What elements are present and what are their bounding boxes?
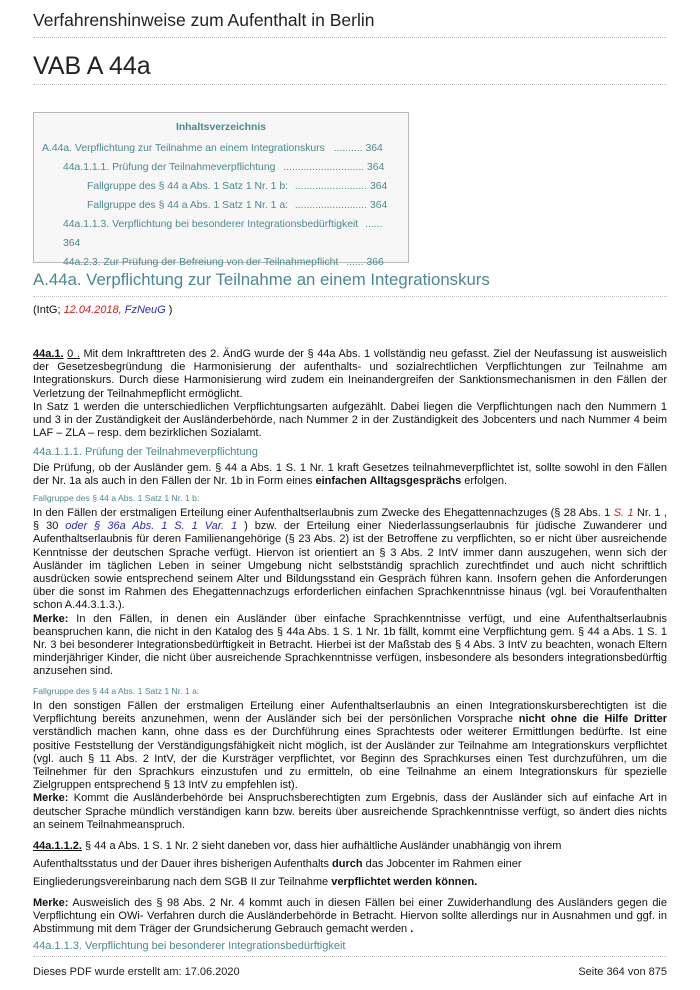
divider [33,37,667,38]
paragraph-fallgruppe-1b: In den Fällen der erstmaligen Erteilung einer Aufenthaltserlaubnis zum Zwecke des Ehegattennachzuges (§ 28 Abs. 1 S. 1 Nr. 1 , § 30 oder § 36a Abs. 1 S. 1 Var. 1 ) bzw. der Erteilung einer Niederlassungserlaubnis für jüdische Zuwanderer und Aufenthaltserlaubnis für deren Familienangehörige (§ 23 Abs. 2) ist der Betroffene zu verpflichten, so er nicht über ausreichende Kenntnisse der deutschen Sprache verfügt. Hiervon ist orientiert an § 3 Abs. 2 IntV immer dann auszugehen, wenn sich der Ausländer im täglichen Leben in seiner Umgebung nicht selbstständig sprachlich zurechtfindet und auch nicht schriftlich ausdrücken sowie entsprechend seinem Alter und Bildungsstand ein Gespräch führen kann. Insofern gehen die Anforderungen über die sonst im Rahmen des Ehegattennachzugs erforderlichen einfachen Sprachkenntnisse hinaus (vgl. bei Voraufenthalten schon A.44.3.1.3.). Merke: In den Fällen, in denen ein Ausländer über einfache Sprachkenntnisse verfügt, und eine Aufenthaltserlaubnis beanspruchen kann, die nicht in den Katalog des § 44a Abs. 1 S. 1 Nr. 1b fällt, kommt eine Verpflichtung gem. § 44 a Abs. 1 S. 1 Nr. 3 bei besonderer Integrationsbedürftigkeit in Betracht. Hierbei ist der Maßstab des § 4 Abs. 3 IntV zu beachten, wonach Eltern minderjähriger Kinder, die nicht über ausreichende Sprachkenntnisse verfügen, insbesondere als besonders integrationsbedürftig anzusehen sind. [33,507,667,678]
subsection-heading: 44a.1.1.1. Prüfung der Teilnahmeverpflichtung [33,446,258,458]
case-group-heading: Fallgruppe des § 44 a Abs. 1 Satz 1 Nr. 1 b: [33,493,200,503]
footer-page-number: Seite 364 von 875 [578,966,667,978]
paragraph-pruefung: Die Prüfung, ob der Ausländer gem. § 44 a Abs. 1 S. 1 Nr. 1 kraft Gesetzes teilnahmeverpflichtet ist, sollte sowohl in den Fällen der Nr. 1a als auch in den Fällen der Nr. 1b in Form eines einfachen Alltagsgesprächs erfolgen. [33,462,667,488]
case-group-heading: Fallgruppe des § 44 a Abs. 1 Satz 1 Nr. 1 a: [33,686,200,696]
paragraph-number: 44a.1.1.2. [33,840,82,852]
toc-entry[interactable]: 44a.1.1.1. Prüfung der Teilnahmeverpflichtung ............................ 364 [63,162,385,173]
divider [33,296,667,297]
toc-entry[interactable]: 44a.2.3. Zur Prüfung der Befreiung von der Teilnahmepflicht ...... 366 [63,257,384,268]
paragraph-fallgruppe-1a: In den sonstigen Fällen der erstmaligen Erteilung einer Aufenthaltserlaubnis an einen Integrationskursberechtigten ist die Verpflichtung bereits anzunehmen, wenn der Ausländer sich bei der persönlichen Vorsprache nicht ohne die Hilfe Dritter verständlich machen kann, ohne dass es der Durchführung eines Sprachtests oder weiterer Ermittlungen bedürfte. Ist eine positive Feststellung der Verständigungsfähigkeit nicht möglich, ist der Ausländer zur Teilnahme am Integrationskurs verpflichtet (vgl. auch § 11 Abs. 2 IntV, der die Kursträger verpflichtet, vor Beginn des Sprachkurses einen Test durchzuführen, um die Teilnehmer für den Sprachkurs einzustufen und zu ermitteln, ob eine Teilnahme an einem Integrationskurs für spezielle Zielgruppen entsprechend § 13 IntV zu empfehlen ist). Merke: Kommt die Ausländerbehörde bei Anspruchsberechtigten zum Ergebnis, dass der Ausländer sich auf einfache Art in deutscher Sprache mündlich verständigen kann bzw. bereits über ausreichende Sprachkenntnisse verfügt, so ändert dies nichts an seinem Teilnahmeanspruch. [33,700,667,831]
running-header: Verfahrenshinweise zum Aufenthalt in Berlin [33,10,375,30]
footer-created: Dieses PDF wurde erstellt am: 17.06.2020 [33,966,240,978]
paragraph-44a112-line: 44a.1.1.2. § 44 a Abs. 1 S. 1 Nr. 2 sieht daneben vor, dass hier aufhältliche Ausländer unabhängig von ihrem [33,840,562,852]
document-title: VAB A 44a [33,52,151,80]
amendment-date: 12.04.2018, [63,304,122,316]
paragraph-44a112-line: Eingliederungsvereinbarung nach dem SGB II zur Teilnahme verpflichtet werden können. [33,876,478,888]
law-link[interactable]: FzNeuG [124,304,166,316]
law-link[interactable]: oder § 36a Abs. 1 S. 1 Var. 1 [65,520,238,533]
divider [33,956,667,957]
table-of-contents [33,112,409,268]
subsection-heading: 44a.1.1.3. Verpflichtung bei besonderer Integrationsbedürftigkeit [33,940,346,952]
toc-entry[interactable]: Fallgruppe des § 44 a Abs. 1 Satz 1 Nr. 1 b: ......................... 364 [87,181,388,192]
paragraph-merke-owi: Merke: Ausweislich des § 98 Abs. 2 Nr. 4 kommt auch in diesen Fällen bei einer Zuwiderhandlung des Ausländers gegen die Verpflichtung ein OWi- Verfahren durch die Ausländerbehörde in Betracht. Hiervon sollte allerdings nur in Ausnahmen und ggf. in Abstimmung mit dem Träger der Grundsicherung Gebrauch gemacht werden . [33,897,667,936]
paragraph-number: 44a.1. [33,348,64,360]
paragraph-44a112-line: Aufenthaltsstatus und der Dauer ihres bisherigen Aufenthalts durch das Jobcenter im Rahmen einer [33,858,522,870]
divider [33,84,667,85]
toc-entry[interactable]: 44a.1.1.3. Verpflichtung bei besonderer Integrationsbedürftigkeit ...... 364 [63,219,383,249]
section-meta: (IntG; 12.04.2018, FzNeuG ) [33,304,173,316]
section-heading: A.44a. Verpflichtung zur Teilnahme an einem Integrationskurs [33,270,490,289]
toc-entry[interactable]: A.44a. Verpflichtung zur Teilnahme an einem Integrationskurs .......... 364 [42,143,383,154]
toc-title: Inhaltsverzeichnis [175,122,267,133]
paragraph-44a1: 44a.1. 0 . Mit dem Inkrafttreten des 2. ÄndG wurde der § 44a Abs. 1 vollständig neu gefasst. Ziel der Neufassung ist ausweislich der Gesetzesbegründung die Harmonisierung der aufenthalts- und sozialrechtlichen Verpflichtungen zur Teilnahme am Integrationskurs. Durch diese Harmonisierung wird zudem ein Ineinandergreifen der Sanktionsmechanismen in den Fällen der Verletzung der Teilnahmepflicht ermöglicht. In Satz 1 werden die unterschiedlichen Verpflichtungsarten aufgezählt. Dabei liegen die Verpflichtungen nach den Nummern 1 und 3 in der Zuständigkeit der Ausländerbehörde, nach Nummer 2 in der Zuständigkeit des Jobcenters und nach Nummer 4 beim LAF – ZLA – resp. dem bezirklichen Sozialamt. [33,348,668,440]
toc-entry[interactable]: Fallgruppe des § 44 a Abs. 1 Satz 1 Nr. 1 a: ......................... 364 [87,200,388,211]
